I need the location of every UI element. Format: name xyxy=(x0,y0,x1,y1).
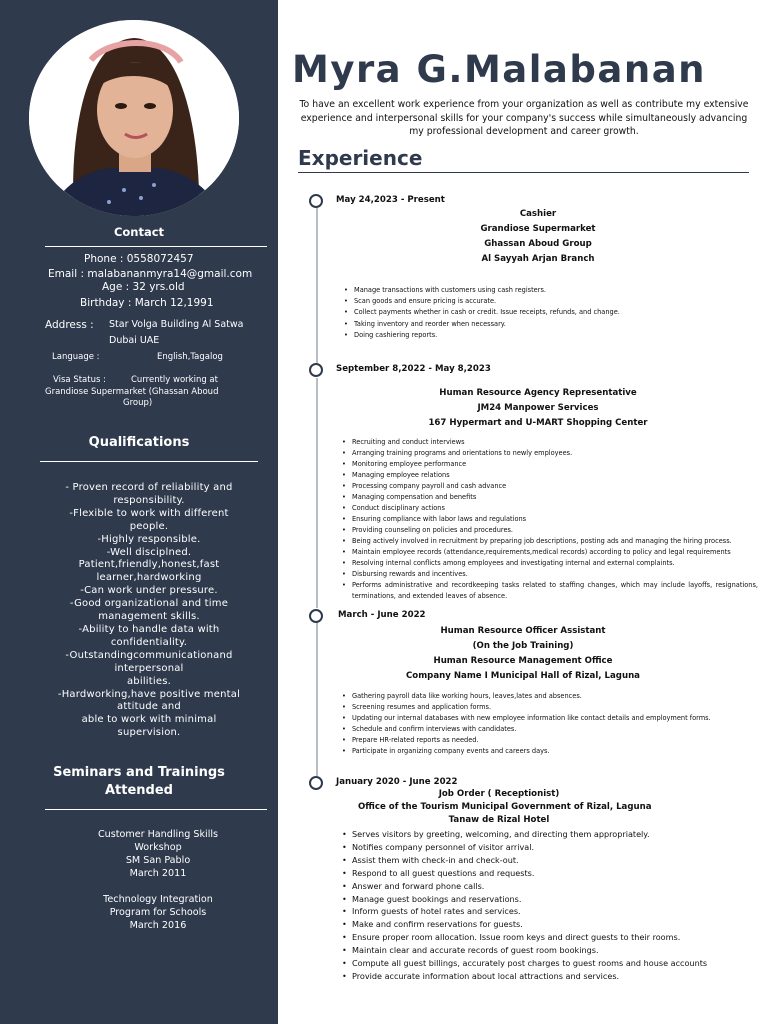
list-item: • Assist them with check-in and check-out. xyxy=(340,854,707,867)
qualification-line: supervision. xyxy=(117,727,181,739)
list-item: • Collect payments whether in cash or credit. Issue receipts, refunds, and change. xyxy=(342,307,620,318)
list-item: • Serves visitors by greeting, welcoming, and directing them appropriately. xyxy=(340,828,707,841)
list-item: • Providing counseling on policies and procedures. xyxy=(340,525,758,536)
timeline-line xyxy=(316,208,318,363)
phone: Phone : 0558072457 xyxy=(84,253,194,265)
timeline-line xyxy=(316,623,318,776)
job-subtitle: (On the Job Training) xyxy=(472,641,574,651)
seminars-title-line-2: Attended xyxy=(105,783,173,798)
seminar-1-line: SM San Pablo xyxy=(125,855,191,866)
contact-divider xyxy=(45,246,267,247)
list-item: • Being actively involved in recruitment by preparing job descriptions, posting ads and managing the hiring process. xyxy=(340,536,758,547)
experience-divider xyxy=(298,172,749,173)
full-name: Myra G.Malabanan xyxy=(292,48,706,91)
seminars-divider xyxy=(45,809,267,810)
list-item: • Prepare HR-related reports as needed. xyxy=(340,735,711,746)
list-item: • Answer and forward phone calls. xyxy=(340,880,707,893)
list-item: • Make and confirm reservations for guests. xyxy=(340,918,707,931)
job-header xyxy=(408,386,668,431)
qualification-line: learner,hardworking xyxy=(96,572,202,584)
qualification-line: -Good organizational and time xyxy=(69,598,229,610)
list-item: • Manage transactions with customers using cash registers. xyxy=(342,285,620,296)
seminar-1 xyxy=(60,828,256,880)
job-location: 167 Hypermart and U-MART Shopping Center xyxy=(428,418,648,428)
list-item: • Schedule and confirm interviews with candidates. xyxy=(340,724,711,735)
list-item: • Maintain clear and accurate records of guest room bookings. xyxy=(340,944,707,957)
job-company: Tanaw de Rizal Hotel xyxy=(448,815,550,825)
qualification-line: -Flexible to work with different xyxy=(69,507,229,519)
list-item: • Conduct disciplinary actions xyxy=(340,503,758,514)
sidebar xyxy=(0,0,278,1024)
job-title: Human Resource Officer Assistant xyxy=(440,626,606,636)
job-task-list xyxy=(340,437,758,602)
list-item: • Compute all guest billings, accurately post charges to guest rooms and house accounts xyxy=(340,957,707,970)
seminar-2-line: March 2016 xyxy=(129,920,187,931)
list-item: • Disbursing rewards and incentives. xyxy=(340,569,758,580)
seminar-2-line: Technology Integration xyxy=(103,894,213,905)
seminar-2-line: Program for Schools xyxy=(109,907,207,918)
timeline-dot xyxy=(309,776,323,790)
job-company-group: Ghassan Aboud Group xyxy=(484,239,592,249)
list-item: • Respond to all guest questions and requests. xyxy=(340,867,707,880)
list-item: • Ensure proper room allocation. Issue room keys and direct guests to their rooms. xyxy=(340,931,707,944)
profile-photo xyxy=(29,20,239,216)
language-value: English,Tagalog xyxy=(157,352,223,362)
qualification-line: responsibility. xyxy=(113,494,185,506)
qualification-line: -Well disciplned. xyxy=(106,546,192,558)
list-item: • Maintain employee records (attendance,requirements,medical records) according to policy and legal requirements xyxy=(340,547,758,558)
job-branch: Al Sayyah Arjan Branch xyxy=(481,254,595,264)
age: Age : 32 yrs.old xyxy=(102,281,185,293)
qualification-line: - Proven record of reliability and xyxy=(65,482,233,493)
qualification-line: interpersonal xyxy=(114,662,184,674)
job-task-list xyxy=(342,285,620,341)
visa-value-3: Group) xyxy=(123,398,153,408)
qualification-line: abilities. xyxy=(126,675,172,687)
list-item: • Performs administrative and recordkeeping tasks related to staffing changes, which may include layoffs, resignations, terminations, and extended leaves of absence. xyxy=(340,580,758,602)
experience-title: Experience xyxy=(298,146,423,170)
email: Email : malabananmyra14@gmail.com xyxy=(48,268,253,280)
list-item: • Screening resumes and application forms. xyxy=(340,702,711,713)
job-date: January 2020 - June 2022 xyxy=(336,777,458,787)
qualification-line: able to work with minimal xyxy=(81,714,217,726)
address-line-1: Star Volga Building Al Satwa xyxy=(109,319,244,330)
list-item: • Monitoring employee performance xyxy=(340,459,758,470)
job-office: Office of the Tourism Municipal Government of Rizal, Laguna xyxy=(358,802,652,812)
qualifications-divider xyxy=(40,461,258,462)
job-date: September 8,2022 - May 8,2023 xyxy=(336,364,491,374)
list-item: • Recruiting and conduct interviews xyxy=(340,437,758,448)
list-item: • Arranging training programs and orientations to newly employees. xyxy=(340,448,758,459)
job-task-list xyxy=(340,828,707,983)
address-line-2: Dubai UAE xyxy=(109,335,160,346)
job-title: Human Resource Agency Representative xyxy=(439,388,637,398)
timeline-dot xyxy=(309,609,323,623)
qualification-line: -Highly responsible. xyxy=(97,533,201,545)
seminars-title-line-1: Seminars and Trainings xyxy=(53,765,225,780)
job-header xyxy=(358,788,652,827)
visa-value-2: Grandiose Supermarket (Ghassan Aboud xyxy=(45,387,219,397)
list-item: • Managing employee relations xyxy=(340,470,758,481)
timeline-dot xyxy=(309,363,323,377)
qualification-line: -Hardworking,have positive mental xyxy=(57,688,241,700)
birthday: Birthday : March 12,1991 xyxy=(80,297,214,309)
qualification-line: people. xyxy=(129,520,169,532)
list-item: • Updating our internal databases with new employee information like contact details and employment forms. xyxy=(340,713,711,724)
contact-title: Contact xyxy=(113,225,165,239)
job-company: JM24 Manpower Services xyxy=(477,403,599,413)
list-item: • Participate in organizing company events and careers days. xyxy=(340,746,711,757)
job-title: Job Order ( Receptionist) xyxy=(438,789,560,799)
list-item: • Provide accurate information about local attractions and services. xyxy=(340,970,707,983)
qualification-line: -Can work under pressure. xyxy=(80,585,218,597)
qualification-line: -Outstandingcommunicationand xyxy=(65,649,233,661)
list-item: • Resolving internal conflicts among employees and investigating internal and external complaints. xyxy=(340,558,758,569)
list-item: • Ensuring compliance with labor laws and regulations xyxy=(340,514,758,525)
job-office: Human Resource Management Office xyxy=(433,656,613,666)
address-label: Address : xyxy=(45,319,94,331)
objective-statement: To have an excellent work experience from your organization as well as contribute my extensive experience and interpersonal skills for your company's success while simultaneously advancing my professional development and career growth. xyxy=(299,99,749,137)
visa-label: Visa Status : xyxy=(53,375,106,385)
job-title: Cashier xyxy=(519,209,557,219)
job-task-list xyxy=(340,691,711,756)
list-item: • Gathering payroll data like working hours, leaves,lates and absences. xyxy=(340,691,711,702)
qualification-line: -Ability to handle data with xyxy=(78,623,220,635)
job-company: Company Name I Municipal Hall of Rizal, Laguna xyxy=(406,671,640,681)
qualification-line: management skills. xyxy=(98,611,200,623)
seminar-2 xyxy=(60,893,256,932)
seminar-1-line: Customer Handling Skills xyxy=(97,829,219,840)
seminars-title xyxy=(0,764,278,800)
qualifications-title: Qualifications xyxy=(88,435,190,450)
profile-photo-graphic xyxy=(29,20,239,216)
qualification-line: Patient,friendly,honest,fast xyxy=(78,559,220,571)
seminar-1-line: Workshop xyxy=(134,842,182,853)
job-date: May 24,2023 - Present xyxy=(336,195,445,205)
list-item: • Scan goods and ensure pricing is accurate. xyxy=(342,296,620,307)
qualification-line: confidentiality. xyxy=(110,636,188,648)
list-item: • Doing cashiering reports. xyxy=(342,330,620,341)
visa-value-1: Currently working at xyxy=(131,375,218,385)
job-header xyxy=(438,207,638,267)
job-date: March - June 2022 xyxy=(338,610,426,620)
job-company: Grandiose Supermarket xyxy=(480,224,596,234)
list-item: • Managing compensation and benefits xyxy=(340,492,758,503)
list-item: • Manage guest bookings and reservations. xyxy=(340,893,707,906)
seminar-1-line: March 2011 xyxy=(129,868,187,879)
qualification-line: attitude and xyxy=(117,701,181,713)
job-header xyxy=(388,624,658,684)
timeline-dot xyxy=(309,194,323,208)
list-item: • Processing company payroll and cash advance xyxy=(340,481,758,492)
list-item: • Taking inventory and reorder when necessary. xyxy=(342,319,620,330)
list-item: • Notifies company personnel of visitor arrival. xyxy=(340,841,707,854)
timeline-line xyxy=(316,378,318,608)
list-item: • Inform guests of hotel rates and services. xyxy=(340,905,707,918)
language-label: Language : xyxy=(52,352,100,362)
qualifications-list xyxy=(40,482,258,740)
